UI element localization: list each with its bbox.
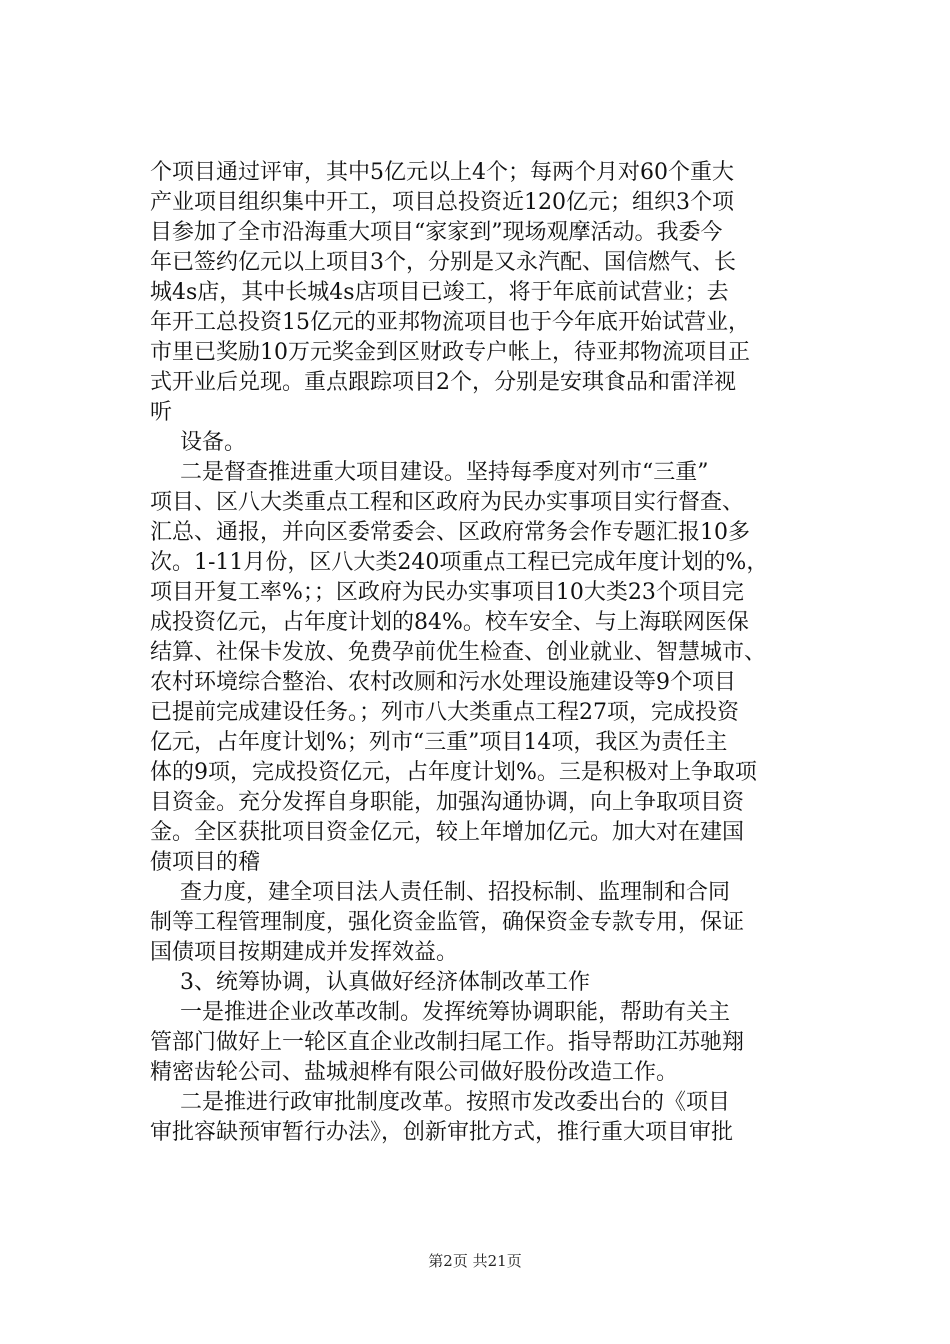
- text-line: 设备。: [180, 430, 247, 455]
- text-line: 听: [150, 400, 173, 425]
- text-line: 金。全区获批项目资金亿元，较上年增加亿元。加大对在建国: [150, 820, 745, 845]
- text-line: 市里已奖励10万元奖金到区财政专户帐上，待亚邦物流项目正: [150, 340, 750, 365]
- text-line: 国债项目按期建成并发挥效益。: [150, 940, 459, 965]
- text-line: 产业项目组织集中开工，项目总投资近120亿元；组织3个项: [150, 190, 734, 215]
- text-line: 审批容缺预审暂行办法》，创新审批方式，推行重大项目审批: [150, 1120, 734, 1145]
- text-line: 年已签约亿元以上项目3个，分别是又永汽配、国信燃气、长: [150, 250, 736, 275]
- text-line: 制等工程管理制度，强化资金监管，确保资金专款专用，保证: [150, 910, 745, 935]
- text-line: 农村环境综合整治、农村改厕和污水处理设施建设等9个项目: [150, 670, 736, 695]
- page-number: 第2页 共21页: [428, 1252, 522, 1270]
- page-footer: [0, 1252, 950, 1270]
- text-line: 次。1-11月份，区八大类240项重点工程已完成年度计划的%，: [150, 550, 769, 575]
- text-line: 个项目通过评审，其中5亿元以上4个；每两个月对60个重大: [150, 160, 734, 185]
- text-line: 项目开复工率%；；区政府为民办实事项目10大类23个项目完: [150, 580, 744, 605]
- text-line: 已提前完成建设任务。；列市八大类重点工程27项，完成投资: [150, 700, 739, 725]
- text-line: 目参加了全市沿海重大项目“家家到”现场观摩活动。我委今: [150, 220, 723, 245]
- text-line: 成投资亿元，占年度计划的84%。校车安全、与上海联网医保: [150, 610, 749, 635]
- text-line: 亿元，占年度计划%；列市“三重”项目14项，我区为责任主: [150, 730, 728, 755]
- text-line: 目资金。充分发挥自身职能，加强沟通协调，向上争取项目资: [150, 790, 745, 815]
- text-line: 二是督查推进重大项目建设。坚持每季度对列市“三重”: [180, 460, 709, 485]
- text-line: 二是推进行政审批制度改革。按照市发改委出台的《项目: [180, 1090, 731, 1115]
- text-line: 管部门做好上一轮区直企业改制扫尾工作。指导帮助江苏驰翔: [150, 1030, 745, 1055]
- text-line: 结算、社保卡发放、免费孕前优生检查、创业就业、智慧城市、: [150, 640, 767, 665]
- text-line: 城4s店，其中长城4s店项目已竣工，将于年底前试营业；去: [150, 280, 729, 305]
- text-line: 汇总、通报，并向区委常委会、区政府常务会作专题汇报10多: [150, 520, 750, 545]
- text-line: 体的9项，完成投资亿元，占年度计划%。三是积极对上争取项: [150, 760, 757, 785]
- text-line: 查力度，建全项目法人责任制、招投标制、监理制和合同: [180, 880, 731, 905]
- document-body: [150, 158, 835, 1148]
- text-line: 式开业后兑现。重点跟踪项目2个，分别是安琪食品和雷洋视: [150, 370, 736, 395]
- text-line: 债项目的稽: [150, 850, 261, 875]
- text-line: 精密齿轮公司、盐城昶桦有限公司做好股份改造工作。: [150, 1060, 679, 1085]
- section-heading: 3、统筹协调，认真做好经济体制改革工作: [180, 970, 590, 995]
- text-line: 项目、区八大类重点工程和区政府为民办实事项目实行督查、: [150, 490, 745, 515]
- text-line: 年开工总投资15亿元的亚邦物流项目也于今年底开始试营业，: [150, 310, 750, 335]
- text-line: 一是推进企业改革改制。发挥统筹协调职能，帮助有关主: [180, 1000, 731, 1025]
